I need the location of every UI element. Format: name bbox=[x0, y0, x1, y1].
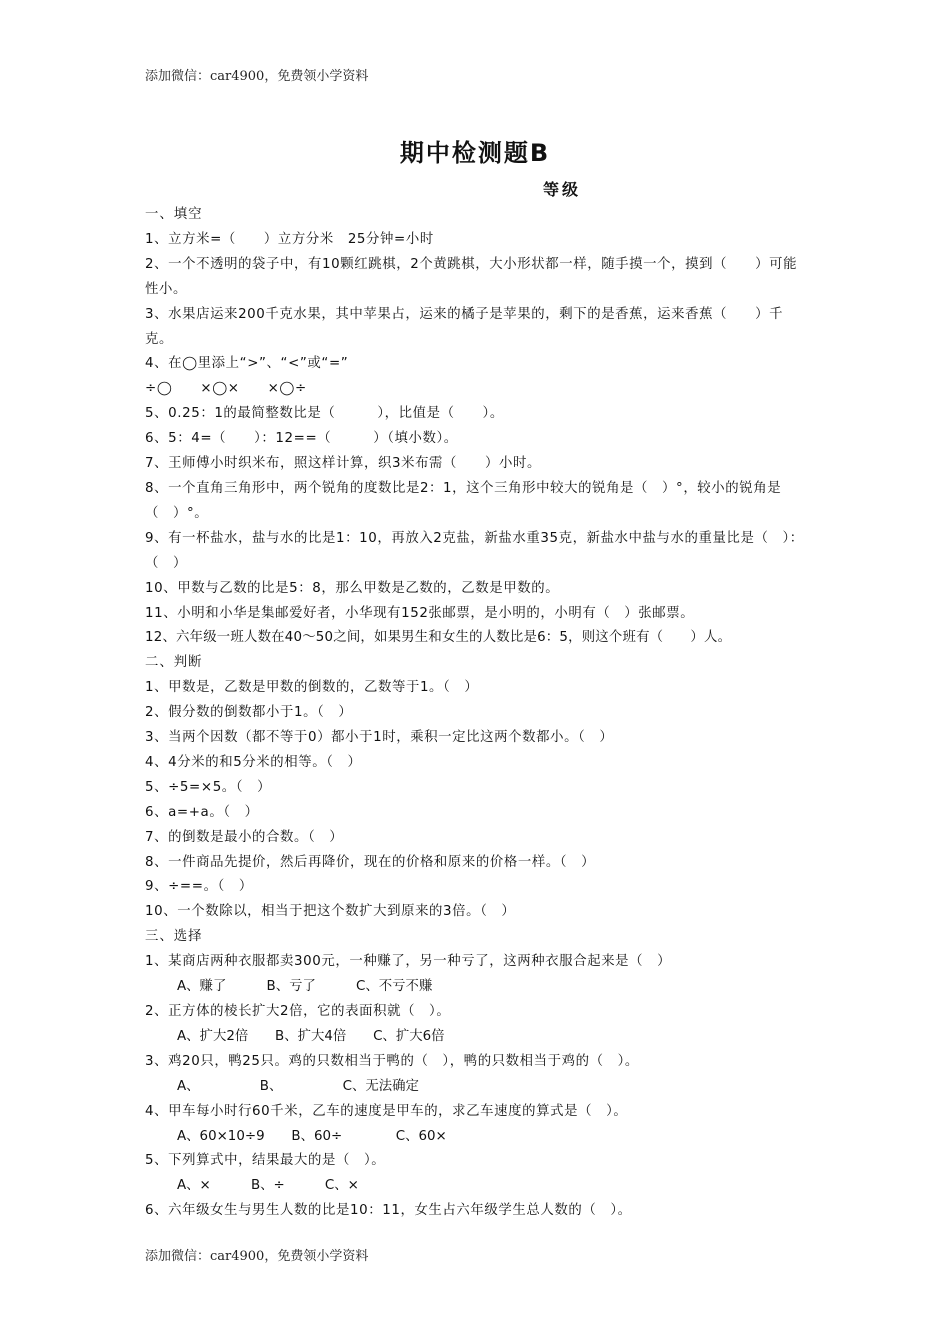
fill-question-12: 12、六年级一班人数在40～50之间，如果男生和女生的人数比是6：5，则这个班有（ ）人。 bbox=[145, 630, 732, 646]
fill-question-5: 5、0.25：1的最简整数比是（ ），比值是（ ）。 bbox=[145, 406, 504, 422]
choice-question-6: 6、六年级女生与男生人数的比是10：11，女生占六年级学生总人数的（ ）。 bbox=[145, 1203, 632, 1219]
page-title: 期中检测题B bbox=[399, 139, 551, 167]
header-note: 添加微信：car4900，免费领小学资料 bbox=[145, 69, 369, 84]
fill-question-11: 11、小明和小华是集邮爱好者，小华现有152张邮票，是小明的，小明有（ ）张邮票。 bbox=[145, 605, 695, 621]
judge-question-1: 1、甲数是，乙数是甲数的倒数的，乙数等于1。（ ） bbox=[145, 680, 479, 696]
choice-options-1: A、赚了 B、亏了 C、不亏不赚 bbox=[177, 979, 433, 995]
fill-question-2: 2、一个不透明的袋子中，有10颗红跳棋，2个黄跳棋，大小形状都一样，随手摸一个，摸到（ ）可能性小。 bbox=[145, 256, 798, 297]
judge-question-6: 6、a=+a。（ ） bbox=[145, 804, 259, 820]
judge-question-8: 8、一件商品先提价，然后再降价，现在的价格和原来的价格一样。（ ） bbox=[145, 854, 596, 870]
choice-question-5: 5、下列算式中，结果最大的是（ ）。 bbox=[145, 1153, 386, 1169]
judge-question-2: 2、假分数的倒数都小于1。（ ） bbox=[145, 705, 353, 721]
choice-options-3: A、 B、 C、无法确定 bbox=[177, 1078, 419, 1094]
footer-note: 添加微信：car4900，免费领小学资料 bbox=[145, 1249, 369, 1264]
fill-question-7: 7、王师傅小时织米布，照这样计算，织3米布需（ ）小时。 bbox=[145, 456, 541, 472]
judge-question-4: 4、4分米的和5分米的相等。（ ） bbox=[145, 754, 362, 770]
judge-question-5: 5、÷5=×5。（ ） bbox=[145, 779, 272, 795]
grade-label: 等级 bbox=[543, 180, 582, 199]
exam-content bbox=[145, 203, 810, 1224]
judge-question-10: 10、一个数除以，相当于把这个数扩大到原来的3倍。（ ） bbox=[145, 904, 516, 920]
choice-question-1: 1、某商店两种衣服都卖300元，一种赚了，另一种亏了，这两种衣服合起来是（ ） bbox=[145, 954, 672, 970]
fill-question-9: 9、有一杯盐水，盐与水的比是1：10，再放入2克盐，新盐水重35克，新盐水中盐与水的重量比是（ ）：（ ） bbox=[145, 530, 804, 571]
judge-question-9: 9、÷==。（ ） bbox=[145, 879, 253, 895]
choice-question-3: 3、鸡20只，鸭25只。鸡的只数相当于鸭的（ ），鸭的只数相当于鸡的（ ）。 bbox=[145, 1053, 639, 1069]
fill-question-4: 4、在◯里添上“>”、“<”或“=” bbox=[145, 356, 349, 372]
section-heading-fill: 一、填空 bbox=[145, 207, 203, 222]
fill-question-1: 1、立方米=（ ）立方分米 25分钟=小时 bbox=[145, 231, 434, 247]
fill-question-3: 3、水果店运来200千克水果，其中苹果占，运来的橘子是苹果的，剩下的是香蕉，运来香蕉（ ）千克。 bbox=[145, 306, 784, 347]
choice-options-2: A、扩大2倍 B、扩大4倍 C、扩大6倍 bbox=[177, 1028, 445, 1044]
choice-options-4: A、60×10÷9 B、60÷ C、60× bbox=[177, 1128, 447, 1144]
choice-options-5: A、× B、÷ C、× bbox=[177, 1178, 359, 1194]
fill-question-10: 10、甲数与乙数的比是5：8，那么甲数是乙数的，乙数是甲数的。 bbox=[145, 580, 560, 596]
judge-question-3: 3、当两个因数（都不等于0）都小于1时，乘积一定比这两个数都小。（ ） bbox=[145, 730, 614, 746]
judge-question-7: 7、的倒数是最小的合数。（ ） bbox=[145, 829, 344, 845]
fill-question-4-comparisons: ÷◯ ×◯× ×◯÷ bbox=[145, 381, 307, 397]
fill-question-6: 6、5：4=（ ）：12==（ ）（填小数）。 bbox=[145, 431, 458, 447]
choice-question-4: 4、甲车每小时行60千米，乙车的速度是甲车的，求乙车速度的算式是（ ）。 bbox=[145, 1103, 628, 1119]
choice-question-2: 2、正方体的棱长扩大2倍，它的表面积就（ ）。 bbox=[145, 1004, 451, 1019]
fill-question-8: 8、一个直角三角形中，两个锐角的度数比是2：1，这个三角形中较大的锐角是（ ）°，较小的锐角是（ ）°。 bbox=[145, 480, 782, 521]
section-heading-choice: 三、选择 bbox=[145, 929, 203, 945]
section-heading-judge: 二、判断 bbox=[145, 655, 203, 671]
